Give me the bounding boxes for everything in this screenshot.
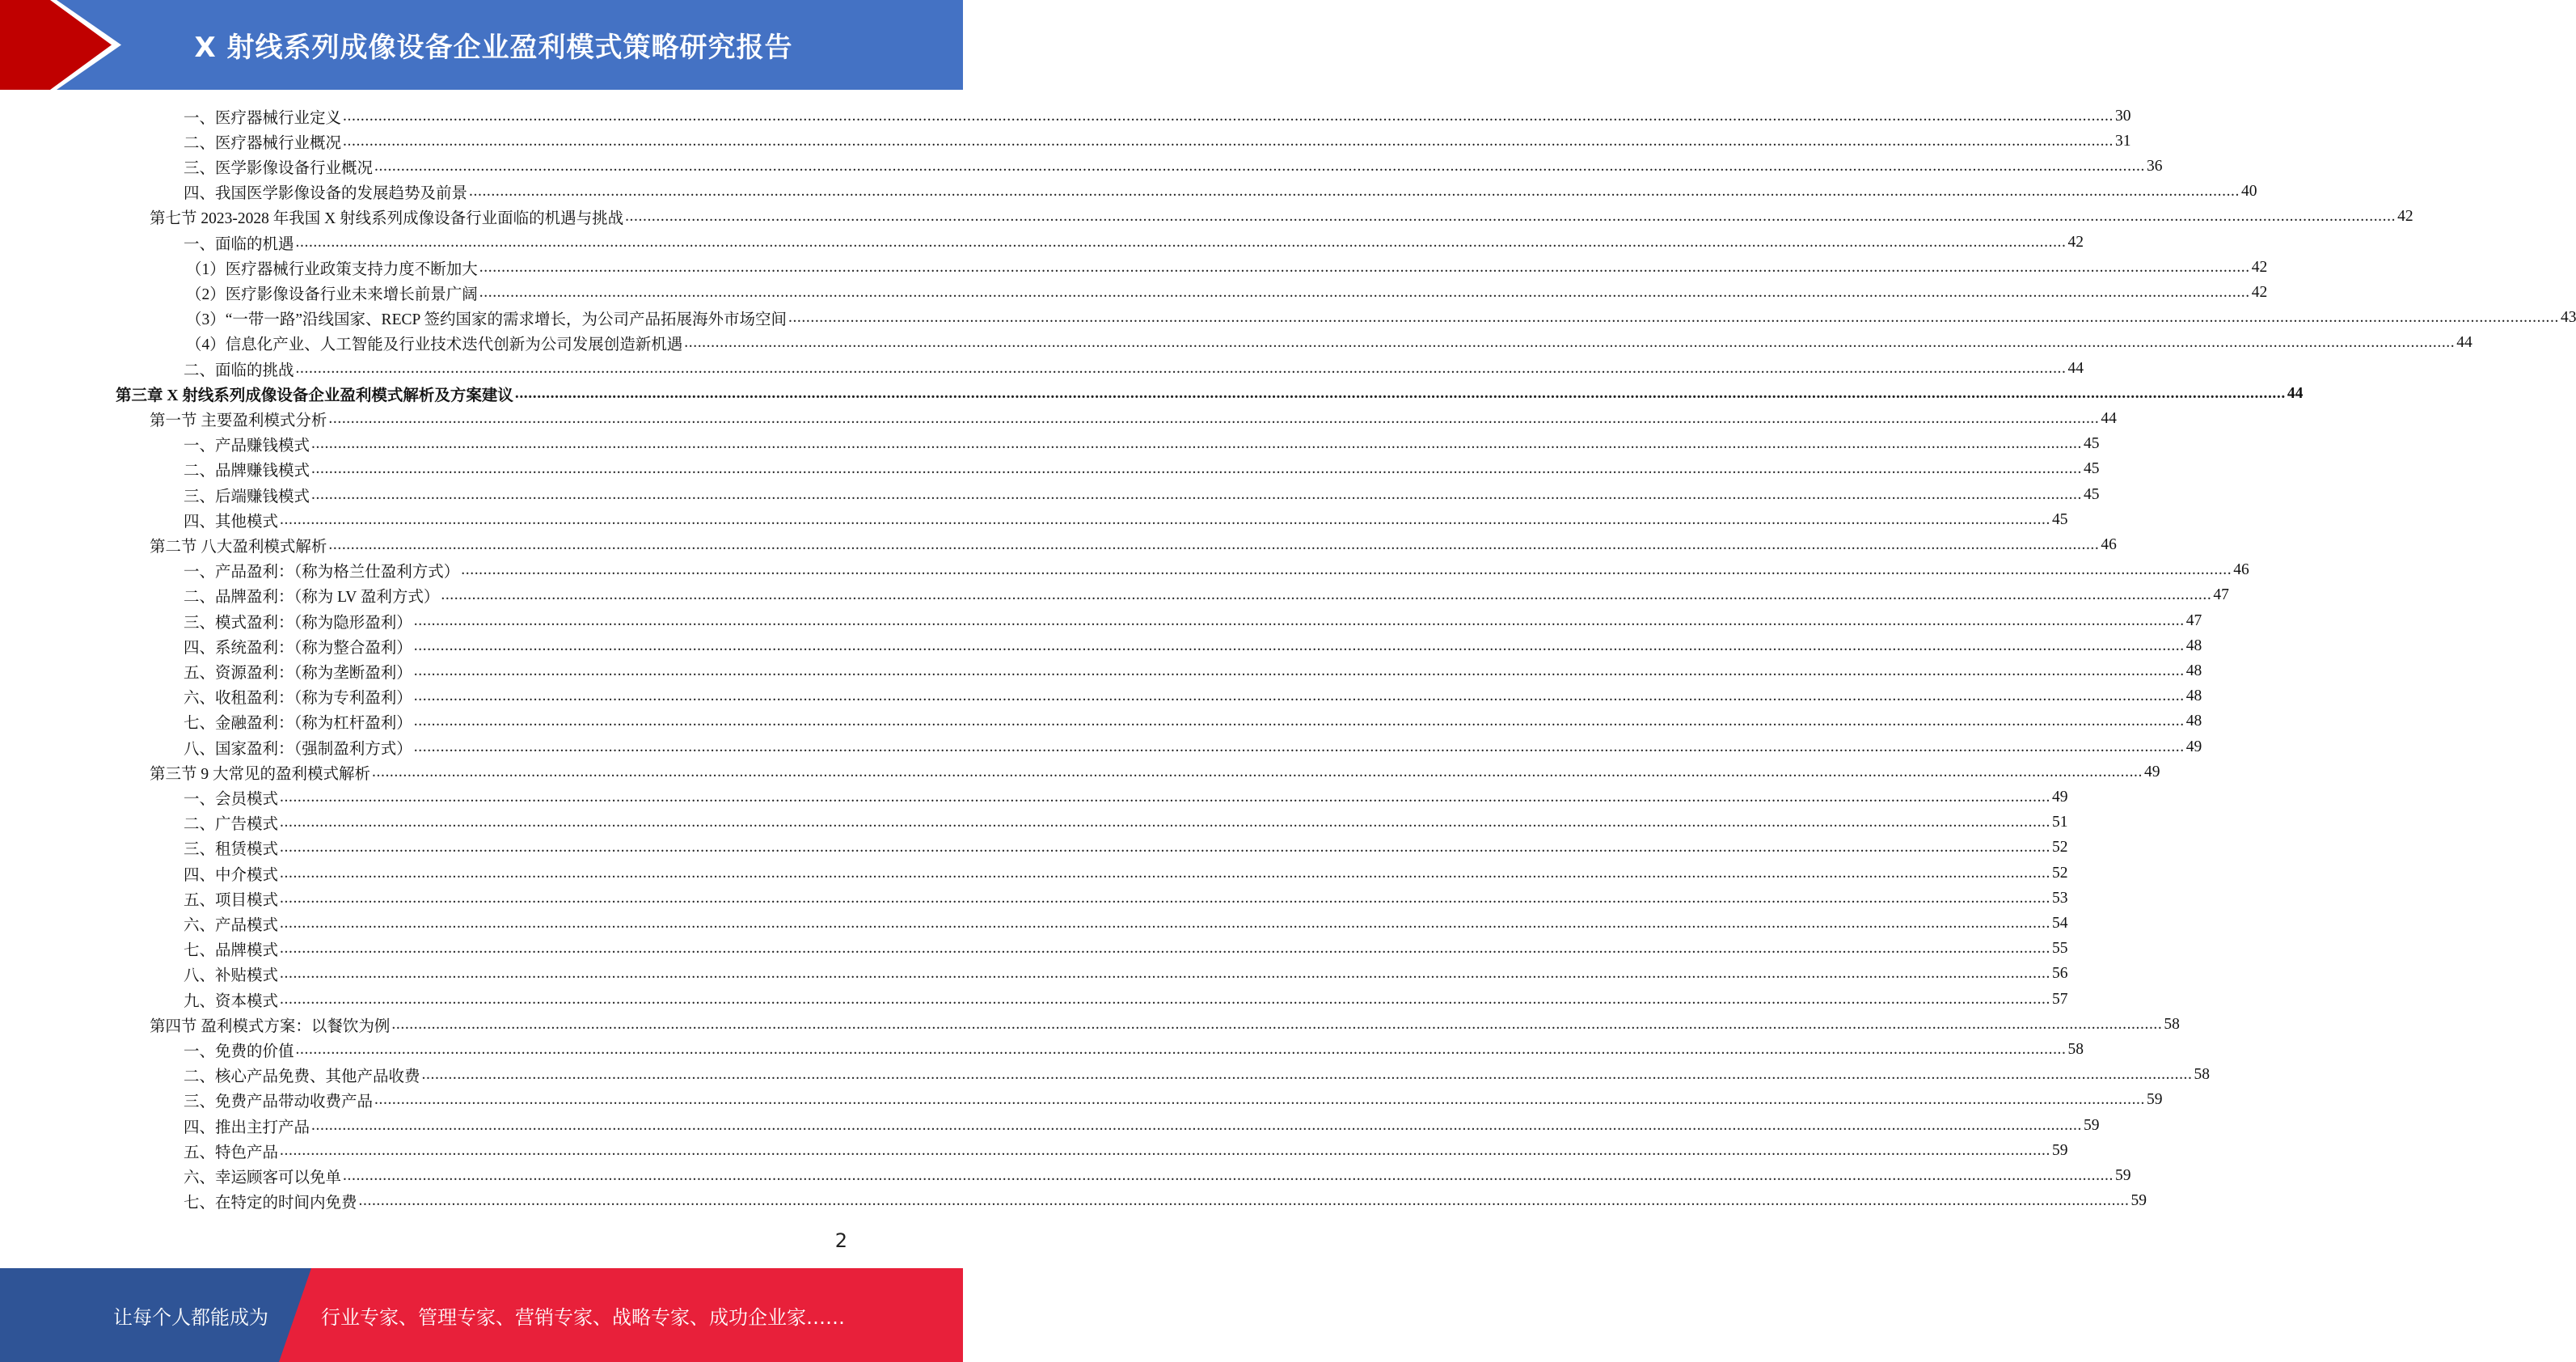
toc-entry-page: 48 xyxy=(2185,687,2202,705)
toc-entry-page: 59 xyxy=(2130,1192,2147,1210)
toc-entry-title: 四、推出主打产品 xyxy=(184,1119,310,1136)
toc-dot-leader: ................................................................................................................................................................................................................................................................................................................................................................................................................ xyxy=(413,611,2185,629)
toc-dot-leader: ................................................................................................................................................................................................................................................................................................................................................................................................................ xyxy=(421,1066,2193,1084)
toc-entry-title: 二、广告模式 xyxy=(184,816,279,834)
toc-entry-title: 第七节 2023-2028 年我国 X 射线系列成像设备行业面临的机遇与挑战 xyxy=(150,210,624,228)
toc-dot-leader: ................................................................................................................................................................................................................................................................................................................................................................................................................ xyxy=(311,1116,2083,1134)
toc-entry-title: 三、模式盈利：（称为隐形盈利） xyxy=(184,614,412,632)
toc-dot-leader: ................................................................................................................................................................................................................................................................................................................................................................................................................ xyxy=(280,864,2051,882)
toc-dot-leader: ................................................................................................................................................................................................................................................................................................................................................................................................................ xyxy=(343,1166,2114,1184)
toc-subsection-entry[interactable] xyxy=(184,482,2100,507)
toc-entry-page: 48 xyxy=(2185,713,2202,730)
toc-dot-leader: ................................................................................................................................................................................................................................................................................................................................................................................................................ xyxy=(280,510,2051,528)
toc-dot-leader: ................................................................................................................................................................................................................................................................................................................................................................................................................ xyxy=(413,662,2185,679)
toc-entry-page: 30 xyxy=(2115,107,2131,125)
toc-subsection-entry[interactable] xyxy=(184,1088,2163,1113)
toc-entry-title: 三、租赁模式 xyxy=(184,841,279,859)
toc-dot-leader: ................................................................................................................................................................................................................................................................................................................................................................................................................ xyxy=(391,1015,2163,1033)
toc-entry-page: 42 xyxy=(2251,283,2268,301)
toc-entry-page: 45 xyxy=(2084,485,2100,503)
toc-dot-leader: ................................................................................................................................................................................................................................................................................................................................................................................................................ xyxy=(328,535,2100,553)
toc-entry-page: 49 xyxy=(2144,763,2160,780)
toc-subsection-entry[interactable] xyxy=(184,1163,2131,1188)
toc-entry-title: 二、品牌盈利：（称为 LV 盈利方式） xyxy=(184,589,440,607)
toc-dot-leader: ................................................................................................................................................................................................................................................................................................................................................................................................................ xyxy=(788,309,2559,327)
toc-dot-leader: ................................................................................................................................................................................................................................................................................................................................................................................................................ xyxy=(295,359,2067,377)
toc-dot-leader: ................................................................................................................................................................................................................................................................................................................................................................................................................ xyxy=(479,283,2250,301)
toc-entry-page: 54 xyxy=(2052,914,2068,932)
toc-entry-page: 58 xyxy=(2194,1066,2211,1084)
toc-entry-page: 58 xyxy=(2164,1015,2180,1033)
toc-entry-title: 一、产品盈利：（称为格兰仕盈利方式） xyxy=(184,564,460,582)
footer-slogan-left: 让每个人都能成为 xyxy=(113,1305,268,1329)
footer-slogan-right: 行业专家、管理专家、营销专家、战略专家、成功企业家…… xyxy=(321,1305,845,1329)
toc-entry-title: 七、在特定的时间内免费 xyxy=(184,1195,357,1212)
toc-section-entry[interactable] xyxy=(150,1012,2180,1037)
toc-entry-page: 44 xyxy=(2101,409,2117,427)
toc-entry-title: 七、品牌模式 xyxy=(184,942,279,960)
toc-entry-title: 三、免费产品带动收费产品 xyxy=(184,1093,374,1111)
toc-entry-page: 55 xyxy=(2052,940,2068,958)
toc-dot-leader: ................................................................................................................................................................................................................................................................................................................................................................................................................ xyxy=(280,990,2051,1008)
toc-entry-title: 三、后端赚钱模式 xyxy=(184,488,310,505)
toc-entry-title: 第三节 9 大常见的盈利模式解析 xyxy=(150,765,371,783)
toc-subsection-entry[interactable] xyxy=(184,1037,2084,1062)
toc-entry-page: 59 xyxy=(2147,1091,2163,1109)
toc-subsection-entry[interactable] xyxy=(184,785,2068,810)
toc-dot-leader: ................................................................................................................................................................................................................................................................................................................................................................................................................ xyxy=(280,839,2051,857)
toc-dot-leader: ................................................................................................................................................................................................................................................................................................................................................................................................................ xyxy=(280,889,2051,907)
toc-dot-leader: ................................................................................................................................................................................................................................................................................................................................................................................................................ xyxy=(413,687,2185,705)
toc-entry-page: 59 xyxy=(2115,1166,2131,1184)
toc-entry-page: 47 xyxy=(2213,586,2229,604)
toc-section-entry[interactable] xyxy=(150,759,2160,785)
toc-entry-page: 57 xyxy=(2052,990,2068,1008)
page-number: 2 xyxy=(834,1229,847,1252)
toc-entry-page: 59 xyxy=(2084,1116,2100,1134)
toc-entry-page: 36 xyxy=(2147,157,2163,175)
toc-entry-page: 47 xyxy=(2185,611,2202,629)
toc-subsection-entry[interactable] xyxy=(184,911,2068,936)
toc-subsection-entry[interactable] xyxy=(184,356,2084,381)
toc-dot-leader: ................................................................................................................................................................................................................................................................................................................................................................................................................ xyxy=(514,384,2286,402)
toc-entry-page: 48 xyxy=(2185,662,2202,679)
toc-entry-title: 六、收租盈利：（称为专利盈利） xyxy=(184,690,412,708)
toc-subsection-entry[interactable] xyxy=(184,684,2202,709)
toc-entry-page: 51 xyxy=(2052,814,2068,831)
toc-entry-page: 45 xyxy=(2052,510,2068,528)
toc-entry-page: 49 xyxy=(2185,738,2202,755)
toc-dot-leader: ................................................................................................................................................................................................................................................................................................................................................................................................................ xyxy=(311,435,2083,453)
toc-entry-title: 六、幸运顾客可以免单 xyxy=(184,1169,342,1186)
toc-dot-leader: ................................................................................................................................................................................................................................................................................................................................................................................................................ xyxy=(469,183,2240,201)
toc-entry-title: （1）医疗器械行业政策支持力度不断加大 xyxy=(186,260,478,278)
toc-subsection-entry[interactable] xyxy=(184,886,2068,911)
toc-dot-leader: ................................................................................................................................................................................................................................................................................................................................................................................................................ xyxy=(413,738,2185,755)
toc-entry-title: 一、免费的价值 xyxy=(184,1043,294,1060)
toc-dot-leader: ................................................................................................................................................................................................................................................................................................................................................................................................................ xyxy=(358,1192,2130,1210)
toc-entry-page: 46 xyxy=(2101,535,2117,553)
toc-subsection-entry[interactable] xyxy=(184,154,2163,179)
toc-subsection-entry[interactable] xyxy=(184,734,2202,759)
toc-entry-title: 第二节 八大盈利模式解析 xyxy=(150,538,327,556)
toc-dot-leader: ................................................................................................................................................................................................................................................................................................................................................................................................................ xyxy=(343,107,2114,125)
toc-subsection-entry[interactable] xyxy=(184,1138,2068,1163)
toc-subsection-entry[interactable] xyxy=(184,583,2229,608)
toc-dot-leader: ................................................................................................................................................................................................................................................................................................................................................................................................................ xyxy=(461,561,2232,579)
toc-entry-title: （2）医疗影像设备行业未来增长前景广阔 xyxy=(186,286,478,303)
toc-entry-page: 44 xyxy=(2456,334,2473,352)
toc-entry-page: 52 xyxy=(2052,839,2068,857)
report-title: X 射线系列成像设备企业盈利模式策略研究报告 xyxy=(194,32,793,64)
toc-subsection-entry[interactable] xyxy=(184,129,2131,154)
toc-entry-page: 45 xyxy=(2084,435,2100,453)
toc-entry-page: 48 xyxy=(2185,637,2202,654)
toc-subsection-entry[interactable] xyxy=(184,709,2202,734)
toc-entry-title: 四、其他模式 xyxy=(184,513,279,531)
toc-entry-title: 四、系统盈利：（称为整合盈利） xyxy=(184,639,412,657)
toc-entry-page: 59 xyxy=(2052,1141,2068,1159)
toc-entry-title: 八、补贴模式 xyxy=(184,967,279,985)
toc-dot-leader: ................................................................................................................................................................................................................................................................................................................................................................................................................ xyxy=(413,637,2185,654)
toc-dot-leader: ................................................................................................................................................................................................................................................................................................................................................................................................................ xyxy=(625,208,2397,226)
toc-entry-page: 44 xyxy=(2287,384,2304,402)
toc-entry-title: （3）“一带一路”沿线国家、RECP 签约国家的需求增长，为公司产品拓展海外市场空间 xyxy=(186,311,787,329)
toc-dot-leader: ................................................................................................................................................................................................................................................................................................................................................................................................................ xyxy=(280,914,2051,932)
toc-dot-leader: ................................................................................................................................................................................................................................................................................................................................................................................................................ xyxy=(295,1040,2067,1058)
toc-entry-title: 一、医疗器械行业定义 xyxy=(184,109,342,127)
toc-section-entry[interactable] xyxy=(150,205,2413,230)
toc-entry-title: 一、会员模式 xyxy=(184,790,279,808)
toc-entry-title: 二、核心产品免费、其他产品收费 xyxy=(184,1068,420,1086)
page-header xyxy=(0,0,963,90)
toc-dot-leader: ................................................................................................................................................................................................................................................................................................................................................................................................................ xyxy=(280,940,2051,958)
toc-entry-title: 八、国家盈利：（强制盈利方式） xyxy=(184,740,412,758)
toc-dot-leader: ................................................................................................................................................................................................................................................................................................................................................................................................................ xyxy=(311,485,2083,503)
toc-entry-title: 第三章 X 射线系列成像设备企业盈利模式解析及方案建议 xyxy=(116,387,513,404)
toc-entry-title: 五、项目模式 xyxy=(184,891,279,909)
toc-entry-title: 三、医学影像设备行业概况 xyxy=(184,159,374,177)
toc-section-entry[interactable] xyxy=(150,406,2117,431)
toc-dot-leader: ................................................................................................................................................................................................................................................................................................................................................................................................................ xyxy=(684,334,2456,352)
toc-entry-title: 五、资源盈利：（称为垄断盈利） xyxy=(184,664,412,682)
toc-entry-page: 53 xyxy=(2052,889,2068,907)
toc-subsection-entry[interactable] xyxy=(184,1189,2147,1214)
toc-dot-leader: ................................................................................................................................................................................................................................................................................................................................................................................................................ xyxy=(413,713,2185,730)
toc-subsection-entry[interactable] xyxy=(184,937,2068,962)
toc-entry-page: 58 xyxy=(2067,1040,2084,1058)
toc-dot-leader: ................................................................................................................................................................................................................................................................................................................................................................................................................ xyxy=(280,1141,2051,1159)
toc-entry-page: 44 xyxy=(2067,359,2084,377)
toc-dot-leader: ................................................................................................................................................................................................................................................................................................................................................................................................................ xyxy=(280,965,2051,983)
toc-subsection-entry[interactable] xyxy=(186,255,2268,280)
toc-subsection-entry[interactable] xyxy=(184,432,2100,457)
toc-entry-title: 二、品牌赚钱模式 xyxy=(184,463,310,480)
toc-subsection-entry[interactable] xyxy=(184,104,2131,129)
toc-entry-page: 42 xyxy=(2067,233,2084,251)
toc-entry-page: 42 xyxy=(2251,258,2268,276)
toc-section-entry[interactable] xyxy=(150,532,2117,557)
toc-entry-page: 56 xyxy=(2052,965,2068,983)
toc-entry-page: 43 xyxy=(2560,309,2576,327)
toc-subsection-entry[interactable] xyxy=(186,306,2576,331)
toc-subsection-entry[interactable] xyxy=(184,962,2068,987)
toc-entry-title: 二、面临的挑战 xyxy=(184,362,294,379)
toc-dot-leader: ................................................................................................................................................................................................................................................................................................................................................................................................................ xyxy=(343,132,2114,150)
toc-entry-title: 二、医疗器械行业概况 xyxy=(184,134,342,152)
toc-entry-title: 四、我国医学影像设备的发展趋势及前景 xyxy=(184,185,468,203)
toc-dot-leader: ................................................................................................................................................................................................................................................................................................................................................................................................................ xyxy=(280,788,2051,806)
toc-subsection-entry[interactable] xyxy=(184,1063,2211,1088)
toc-subsection-entry[interactable] xyxy=(184,608,2202,633)
toc-entry-title: 四、中介模式 xyxy=(184,866,279,884)
toc-chapter-entry[interactable] xyxy=(116,381,2304,406)
toc-subsection-entry[interactable] xyxy=(184,658,2202,683)
toc-dot-leader: ................................................................................................................................................................................................................................................................................................................................................................................................................ xyxy=(280,814,2051,831)
toc-subsection-entry[interactable] xyxy=(184,835,2068,861)
toc-subsection-entry[interactable] xyxy=(186,280,2268,305)
toc-subsection-entry[interactable] xyxy=(184,810,2068,835)
toc-subsection-entry[interactable] xyxy=(184,507,2068,532)
toc-subsection-entry[interactable] xyxy=(184,457,2100,482)
toc-dot-leader: ................................................................................................................................................................................................................................................................................................................................................................................................................ xyxy=(479,258,2250,276)
toc-entry-title: 七、金融盈利：（称为杠杆盈利） xyxy=(184,715,412,733)
toc-entry-page: 42 xyxy=(2397,208,2413,226)
toc-subsection-entry[interactable] xyxy=(184,558,2249,583)
toc-subsection-entry[interactable] xyxy=(184,230,2084,255)
toc-entry-title: 第一节 主要盈利模式分析 xyxy=(150,412,327,429)
toc-subsection-entry[interactable] xyxy=(184,1113,2100,1138)
toc-dot-leader: ................................................................................................................................................................................................................................................................................................................................................................................................................ xyxy=(328,409,2100,427)
toc-subsection-entry[interactable] xyxy=(184,861,2068,886)
toc-entry-page: 45 xyxy=(2084,460,2100,478)
toc-entry-title: 一、产品赚钱模式 xyxy=(184,438,310,455)
toc-entry-page: 31 xyxy=(2115,132,2131,150)
toc-subsection-entry[interactable] xyxy=(184,180,2257,205)
toc-dot-leader: ................................................................................................................................................................................................................................................................................................................................................................................................................ xyxy=(295,233,2067,251)
toc-subsection-entry[interactable] xyxy=(186,331,2473,356)
toc-entry-page: 49 xyxy=(2052,788,2068,806)
toc-entry-title: 一、面临的机遇 xyxy=(184,235,294,253)
toc-dot-leader: ................................................................................................................................................................................................................................................................................................................................................................................................................ xyxy=(372,763,2143,780)
header-arrow-decoration xyxy=(0,0,121,90)
toc-entry-page: 46 xyxy=(2233,561,2249,579)
toc-entry-title: 第四节 盈利模式方案：以餐饮为例 xyxy=(150,1017,391,1035)
toc-subsection-entry[interactable] xyxy=(184,633,2202,658)
toc-dot-leader: ................................................................................................................................................................................................................................................................................................................................................................................................................ xyxy=(441,586,2212,604)
toc-entry-title: 九、资本模式 xyxy=(184,992,279,1010)
toc-dot-leader: ................................................................................................................................................................................................................................................................................................................................................................................................................ xyxy=(374,1091,2146,1109)
toc-dot-leader: ................................................................................................................................................................................................................................................................................................................................................................................................................ xyxy=(374,157,2146,175)
toc-entry-page: 40 xyxy=(2241,183,2257,201)
toc-dot-leader: ................................................................................................................................................................................................................................................................................................................................................................................................................ xyxy=(311,460,2083,478)
toc-entry-title: （4）信息化产业、人工智能及行业技术迭代创新为公司发展创造新机遇 xyxy=(186,336,683,354)
toc-entry-page: 52 xyxy=(2052,864,2068,882)
toc-subsection-entry[interactable] xyxy=(184,987,2068,1012)
page-footer xyxy=(0,1268,963,1362)
toc-entry-title: 六、产品模式 xyxy=(184,916,279,934)
toc-entry-title: 五、特色产品 xyxy=(184,1144,279,1161)
